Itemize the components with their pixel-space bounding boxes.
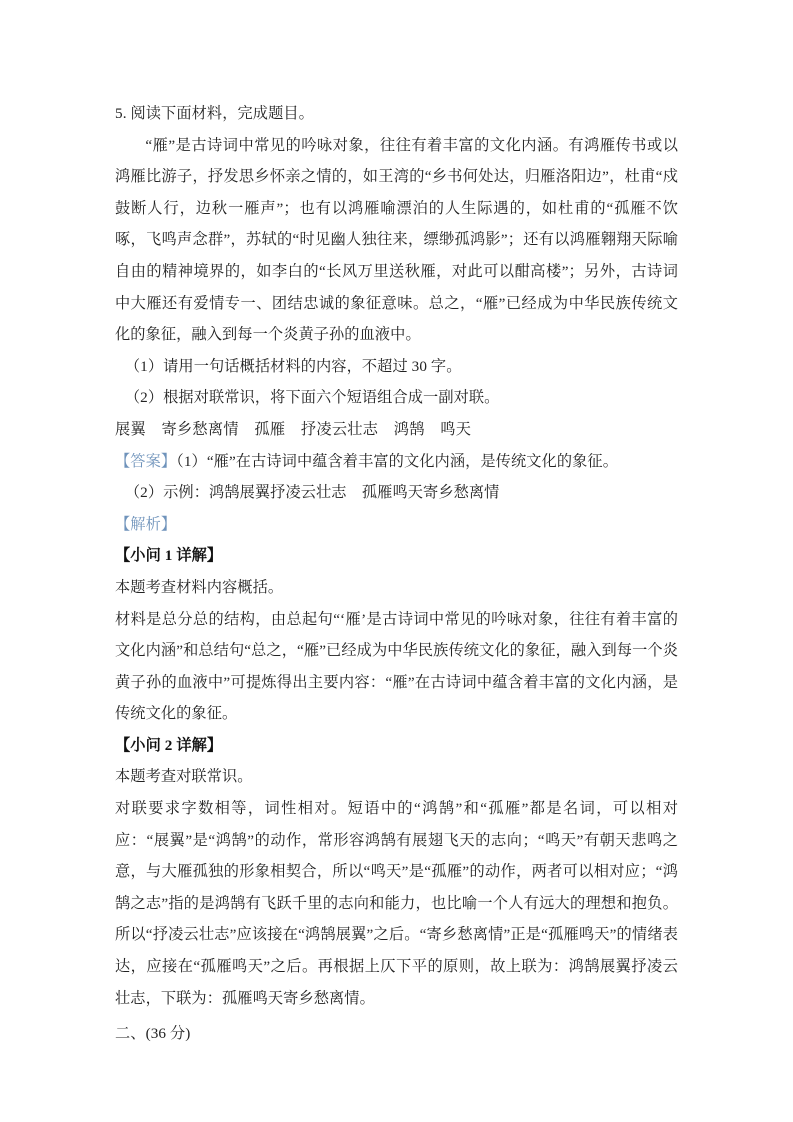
sub-answer-2-marker: 【小问 2 详解】 [115, 736, 223, 754]
answer-line-1 [115, 446, 678, 478]
answer-marker: 【答案】 [115, 452, 177, 470]
answer-text-2: （2）示例：鸿鹄展翼抒凌云壮志 孤雁鸣天寄乡愁离情 [124, 484, 500, 502]
phrase-bank: 展翼 寄乡愁离情 孤雁 抒凌云壮志 鸿鹄 鸣天 [115, 420, 472, 438]
question-stem: 5. 阅读下面材料，完成题目。 [115, 105, 314, 122]
document-body [115, 98, 678, 1050]
sub-answer-1-marker: 【小问 1 详解】 [115, 547, 223, 565]
sub-answer-1-line-1: 本题考查材料内容概括。 [115, 578, 284, 596]
sub-question-1: （1）请用一句话概括材料的内容，不超过 30 字。 [124, 357, 462, 375]
sub-answer-2-line-2: 对联要求字数相等，词性相对。短语中的“鸿鹄”和“孤雁”都是名词，可以相对应：“展翼”是“鸿鹄”的动作，常形容鸿鹄有展翅飞天的志向；“鸣天”有朝天悲鸣之意，与大雁孤独的形象相契合，所以“鸣天”是“孤雁”的动作，两者可以相对应；“鸿鹄之志”指的是鸿鹄有飞跃千里的志向和能力，也比喻一个人有远大的理想和抱负。所以“抒凌云壮志”应该接在“鸿鹄展翼”之后。“寄乡愁离情”正是“孤雁鸣天”的情绪表达，应接在“孤雁鸣天”之后。再根据上仄下平的原则，故上联为：鸿鹄展翼抒凌云壮志，下联为：孤雁鸣天寄乡愁离情。 [115, 800, 678, 1007]
sub-answer-2-line-1: 本题考查对联常识。 [115, 768, 253, 786]
material-paragraph: “雁”是古诗词中常见的吟咏对象，往往有着丰富的文化内涵。有鸿雁传书或以鸿雁比游子，抒发思乡怀亲之情的，如王湾的“乡书何处达，归雁洛阳边”，杜甫“戍鼓断人行，边秋一雁声”；也有以鸿雁喻漂泊的人生际遇的，如杜甫的“孤雁不饮啄，飞鸣声念群”，苏轼的“时见幽人独往来，缥缈孤鸿影”；还有以鸿雁翱翔天际喻自由的精神境界的，如李白的“长风万里送秋雁，对此可以酣高楼”；另外，古诗词中大雁还有爱情专一、团结忠诚的象征意味。总之，“雁”已经成为中华民族传统文化的象征，融入到每一个炎黄子孙的血液中。 [115, 136, 678, 344]
next-section-heading: 二、(36 分) [115, 1025, 191, 1043]
sub-question-2: （2）根据对联常识，将下面六个短语组合成一副对联。 [124, 389, 500, 407]
sub-answer-1-line-2: 材料是总分总的结构，由总起句“‘雁’是古诗词中常见的吟咏对象，往往有着丰富的文化内涵”和总结句“总之，“雁”已经成为中华民族传统文化的象征，融入到每一个炎黄子孙的血液中”可提炼得出主要内容：“雁”在古诗词中蕴含着丰富的文化内涵，是传统文化的象征。 [115, 610, 678, 723]
answer-text-1: （1）“雁”在古诗词中蕴含着丰富的文化内涵，是传统文化的象征。 [176, 452, 618, 470]
analysis-marker: 【解析】 [115, 515, 177, 533]
